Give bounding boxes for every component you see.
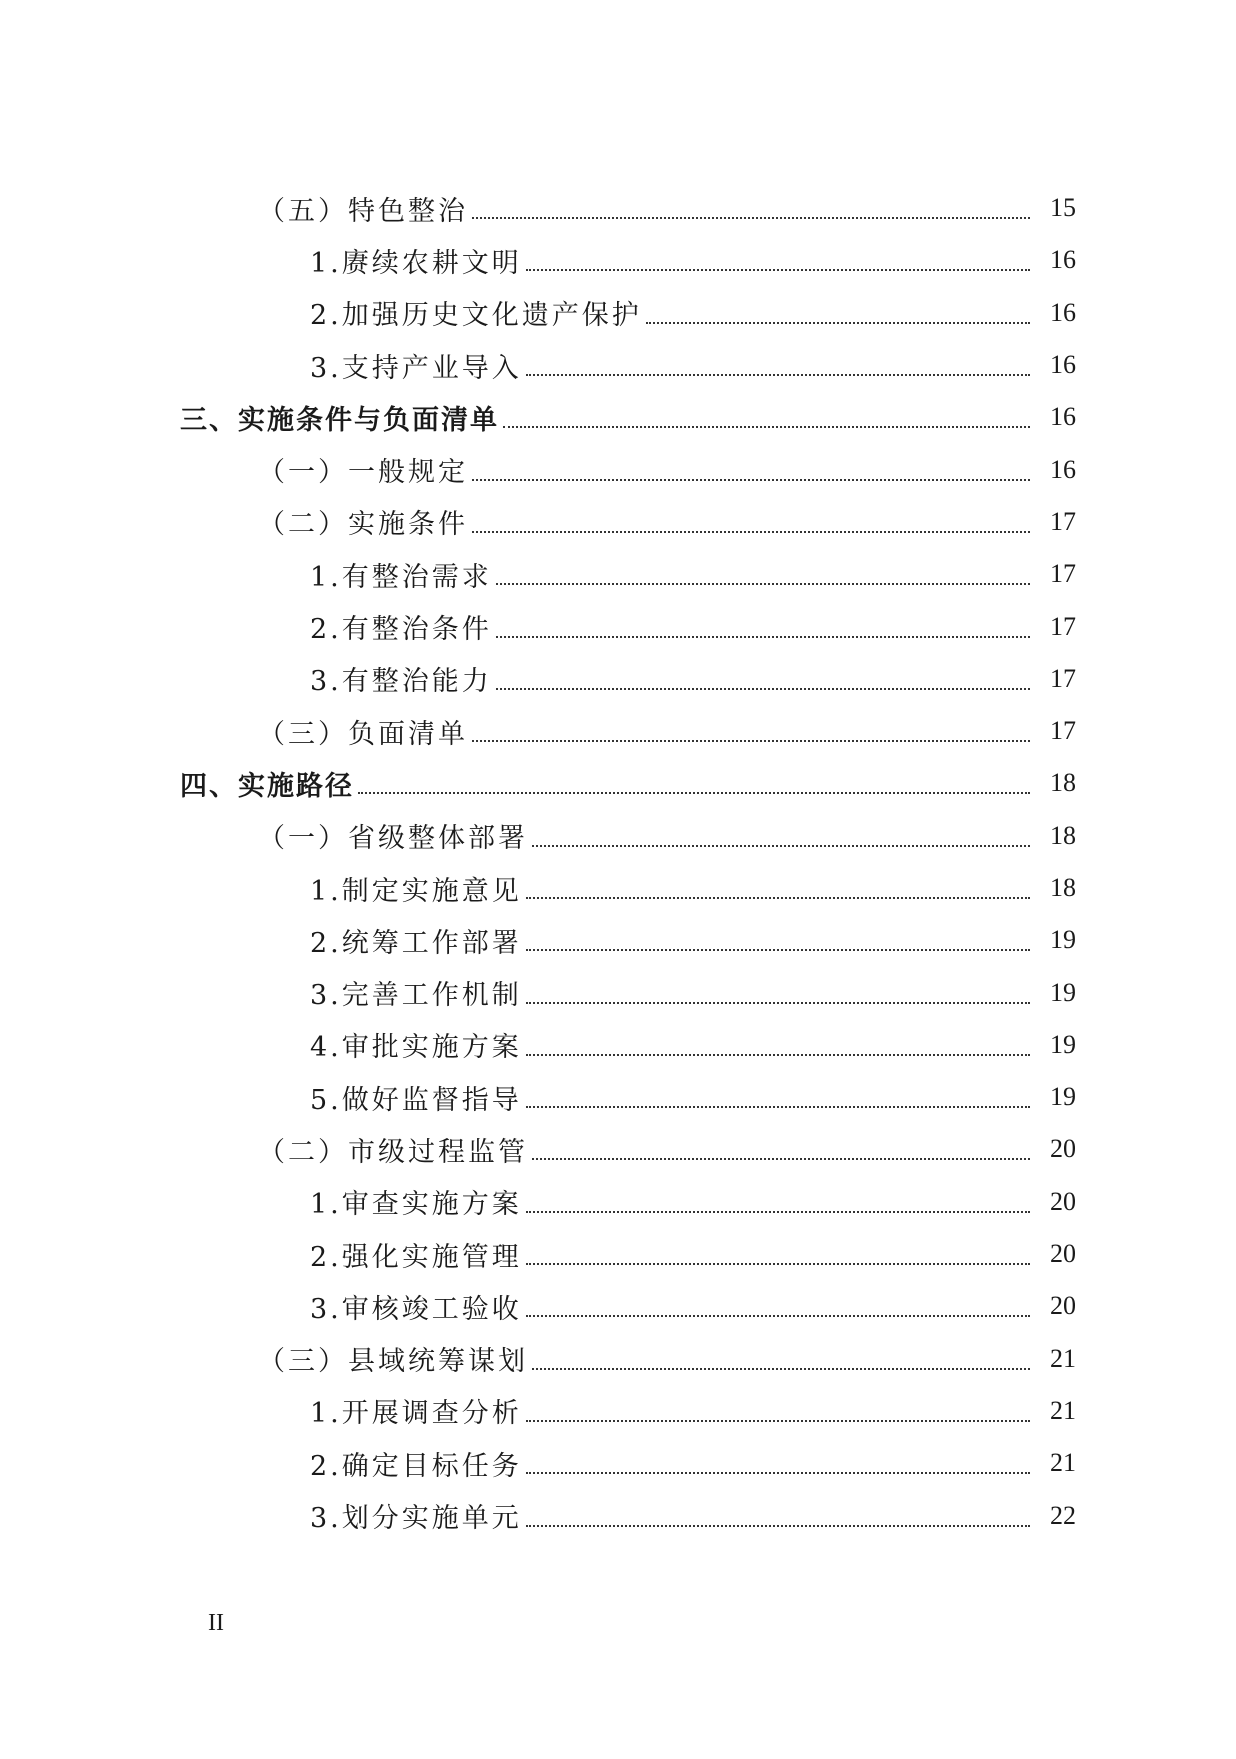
toc-entry-title: 4.审批实施方案: [310, 1032, 522, 1064]
toc-entry-title: （三）县域统筹谋划: [258, 1346, 528, 1378]
toc-entry[interactable]: [0, 391, 1236, 443]
toc-entry-page: 16: [1050, 454, 1076, 484]
toc-dot-leader: [472, 217, 1030, 219]
toc-entry[interactable]: [0, 1123, 1236, 1175]
toc-entry[interactable]: [0, 810, 1236, 862]
toc-entry-page: 19: [1050, 977, 1076, 1007]
toc-dot-leader: [496, 583, 1030, 585]
toc-entry[interactable]: [0, 339, 1236, 391]
toc-entry[interactable]: [0, 548, 1236, 600]
toc-entry[interactable]: [0, 1489, 1236, 1541]
toc-entry[interactable]: [0, 1385, 1236, 1437]
toc-entry-title: （五）特色整治: [258, 195, 468, 227]
toc-dot-leader: [526, 1525, 1030, 1527]
toc-entry-title: （一）省级整体部署: [258, 823, 528, 855]
toc-entry[interactable]: [0, 1176, 1236, 1228]
toc-dot-leader: [526, 269, 1030, 271]
toc-entry-page: 18: [1050, 873, 1076, 902]
toc-entry-page: 18: [1050, 820, 1076, 850]
toc-entry-page: 16: [1050, 245, 1076, 275]
toc-entry[interactable]: [0, 1280, 1236, 1332]
toc-dot-leader: [526, 374, 1030, 376]
toc-entry-title: 2.确定目标任务: [310, 1450, 522, 1482]
toc-entry-title: 1.审查实施方案: [310, 1189, 522, 1221]
toc-entry-page: 20: [1050, 1186, 1076, 1216]
toc-entry[interactable]: [0, 1228, 1236, 1280]
toc-entry-title: （三）负面清单: [258, 718, 468, 750]
toc-dot-leader: [526, 1315, 1030, 1317]
toc-dot-leader: [472, 740, 1030, 742]
toc-entry-page: 21: [1050, 1395, 1076, 1425]
toc-dot-leader: [526, 897, 1030, 899]
toc-entry-title: 2.统筹工作部署: [310, 927, 522, 959]
toc-entry-page: 20: [1050, 1134, 1076, 1164]
toc-entry-page: 16: [1050, 350, 1076, 380]
toc-dot-leader: [526, 1054, 1030, 1056]
toc-entry-page: 17: [1050, 663, 1076, 693]
toc-entry-title: （一）一般规定: [258, 457, 468, 489]
toc-entry-page: 16: [1050, 297, 1076, 327]
toc-entry[interactable]: [0, 234, 1236, 286]
toc-entry[interactable]: [0, 966, 1236, 1018]
toc-entry-title: 1.开展调查分析: [310, 1398, 522, 1430]
page-number: II: [208, 1610, 224, 1636]
toc-entry[interactable]: [0, 705, 1236, 757]
toc-entry[interactable]: [0, 1071, 1236, 1123]
toc-dot-leader: [358, 792, 1030, 794]
toc-entry-title: （二）市级过程监管: [258, 1136, 528, 1168]
toc-entry-page: 16: [1050, 402, 1076, 432]
toc-entry[interactable]: [0, 653, 1236, 705]
toc-entry[interactable]: [0, 862, 1236, 914]
toc-dot-leader: [526, 949, 1030, 951]
toc-entry-page: 19: [1050, 1029, 1076, 1059]
toc-dot-leader: [472, 531, 1030, 533]
toc-entry-title: 1.有整治需求: [310, 561, 492, 593]
toc-entry-page: 17: [1050, 506, 1076, 536]
toc-entry-page: 21: [1050, 1343, 1076, 1373]
toc-entry-page: 19: [1050, 925, 1076, 955]
table-of-contents: [0, 182, 1236, 1542]
toc-entry-title: 三、实施条件与负面清单: [180, 404, 499, 436]
toc-entry-title: 3.有整治能力: [310, 666, 492, 698]
toc-entry[interactable]: [0, 600, 1236, 652]
toc-entry-page: 17: [1050, 611, 1076, 641]
toc-entry-page: 18: [1050, 768, 1076, 798]
toc-entry-title: 3.审核竣工验收: [310, 1293, 522, 1325]
toc-dot-leader: [472, 479, 1030, 481]
toc-entry[interactable]: [0, 1019, 1236, 1071]
toc-dot-leader: [503, 426, 1030, 428]
toc-entry-title: 3.支持产业导入: [310, 352, 522, 384]
toc-entry[interactable]: [0, 496, 1236, 548]
toc-entry[interactable]: [0, 1437, 1236, 1489]
toc-entry-page: 22: [1050, 1500, 1076, 1530]
toc-entry-title: 2.强化实施管理: [310, 1241, 522, 1273]
toc-entry-title: 3.完善工作机制: [310, 980, 522, 1012]
toc-dot-leader: [496, 636, 1030, 638]
toc-entry-title: 5.做好监督指导: [310, 1084, 522, 1116]
toc-dot-leader: [526, 1002, 1030, 1004]
toc-entry[interactable]: [0, 182, 1236, 234]
toc-entry-page: 19: [1050, 1082, 1076, 1112]
toc-entry[interactable]: [0, 443, 1236, 495]
toc-entry-page: 21: [1050, 1448, 1076, 1478]
toc-dot-leader: [646, 322, 1030, 324]
toc-entry-title: （二）实施条件: [258, 509, 468, 541]
toc-entry[interactable]: [0, 287, 1236, 339]
toc-dot-leader: [526, 1106, 1030, 1108]
toc-entry-page: 15: [1050, 193, 1076, 223]
toc-dot-leader: [526, 1472, 1030, 1474]
toc-dot-leader: [532, 845, 1030, 847]
toc-entry-page: 17: [1050, 559, 1076, 589]
toc-dot-leader: [532, 1368, 1030, 1370]
toc-dot-leader: [526, 1263, 1030, 1265]
toc-entry[interactable]: [0, 914, 1236, 966]
toc-dot-leader: [496, 688, 1030, 690]
toc-entry-title: 3.划分实施单元: [310, 1503, 522, 1535]
toc-entry-page: 17: [1050, 716, 1076, 746]
toc-entry-title: 1.赓续农耕文明: [310, 247, 522, 279]
toc-dot-leader: [532, 1158, 1030, 1160]
toc-entry-title: 2.加强历史文化遗产保护: [310, 300, 642, 332]
toc-entry[interactable]: [0, 757, 1236, 809]
toc-entry[interactable]: [0, 1333, 1236, 1385]
toc-entry-title: 四、实施路径: [180, 770, 354, 802]
toc-entry-title: 2.有整治条件: [310, 614, 492, 646]
toc-dot-leader: [526, 1211, 1030, 1213]
toc-entry-title: 1.制定实施意见: [310, 875, 522, 907]
toc-dot-leader: [526, 1420, 1030, 1422]
toc-entry-page: 20: [1050, 1291, 1076, 1321]
toc-entry-page: 20: [1050, 1239, 1076, 1269]
